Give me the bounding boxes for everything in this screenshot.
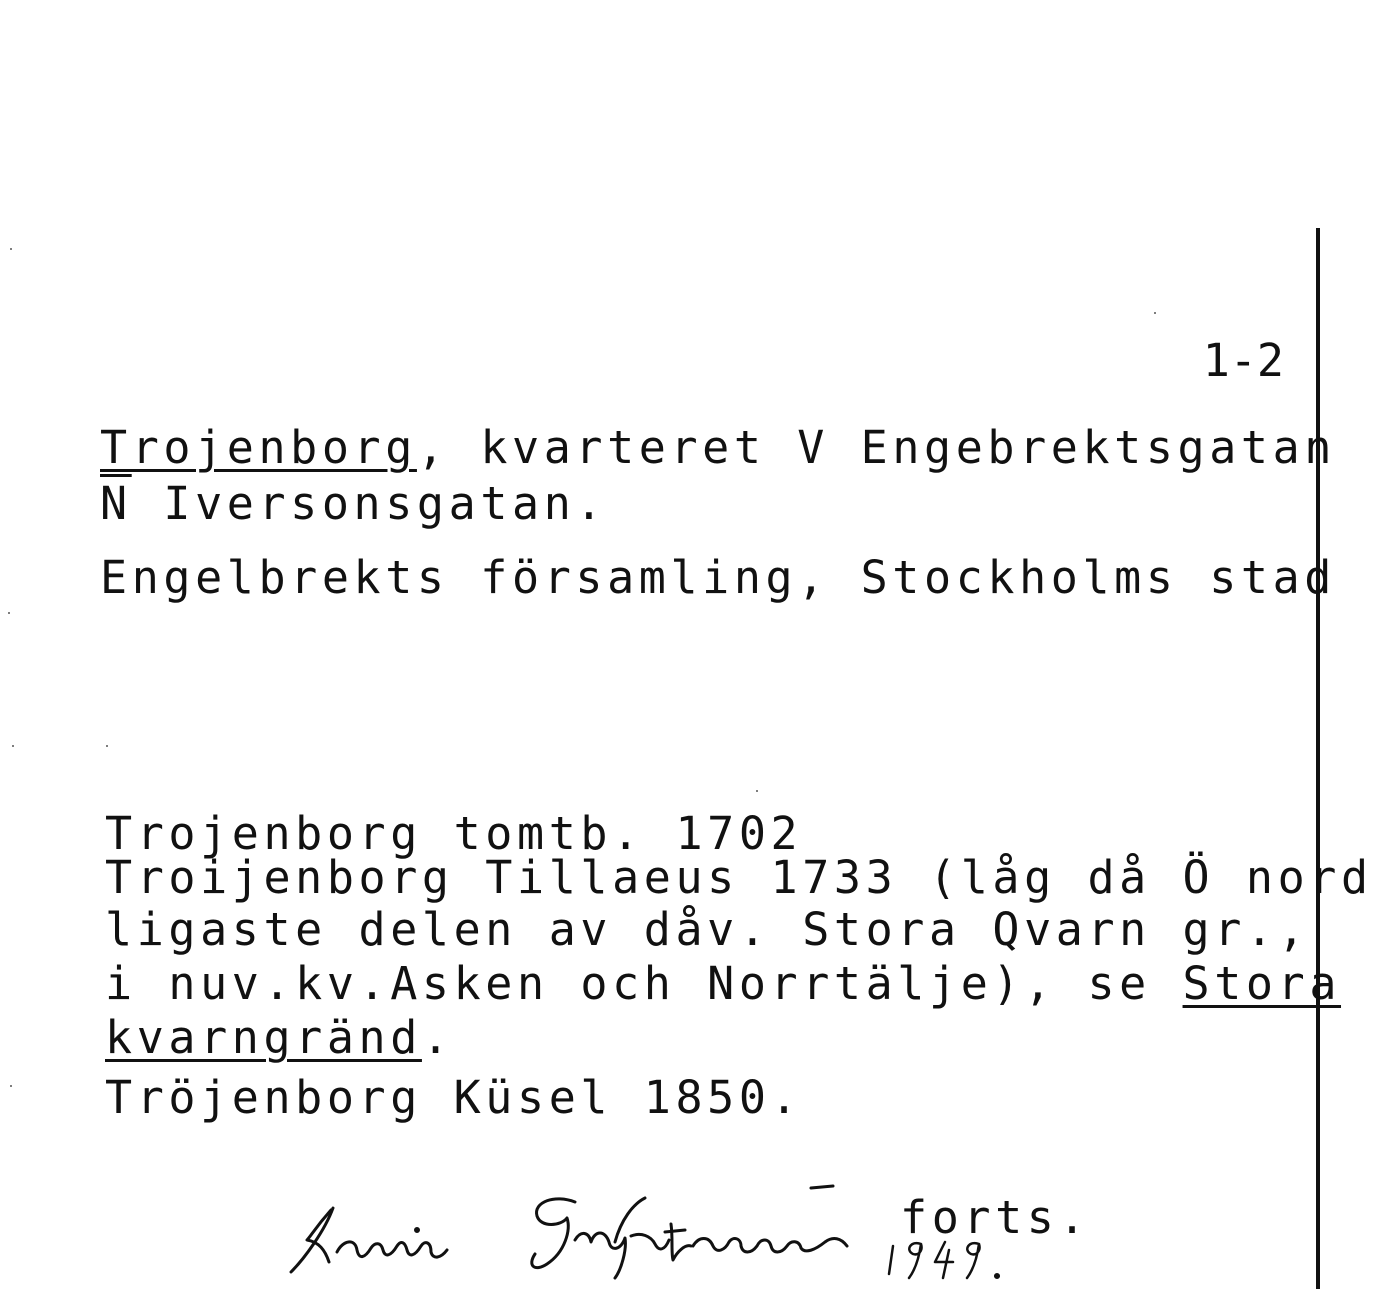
- handwritten-signature: [285, 1180, 855, 1280]
- heading-line2-prefix: $\overline{N}$: [100, 477, 132, 530]
- continued-marker: forts.: [900, 1191, 1091, 1244]
- history-line-5: [105, 1012, 454, 1064]
- history-line4-text: i nuv.kv.Asken och Norrtälje), se: [105, 957, 1183, 1010]
- history-line5-tail: .: [421, 1011, 454, 1064]
- cross-reference-link: Stora: [1182, 957, 1342, 1010]
- parish-line: Engelbrekts församling, Stockholms stad: [100, 551, 1336, 604]
- heading-rest: , kvarteret V Engebrektsgatan: [416, 421, 1337, 474]
- scan-speck: [756, 790, 758, 792]
- card-edge-line: [1316, 228, 1320, 1289]
- heading-name: Trojenborg: [100, 421, 417, 474]
- scan-speck: [10, 1085, 12, 1087]
- history-line-4: [105, 958, 1341, 1010]
- heading-line-1: [100, 422, 1336, 474]
- history-line-3: ligaste delen av dåv. Stora Qvarn gr.,: [105, 903, 1310, 956]
- heading-line2-rest: Iversonsgatan.: [131, 477, 608, 530]
- scan-speck: [1154, 312, 1156, 314]
- scan-speck: [106, 745, 108, 747]
- history-line-6: Tröjenborg Küsel 1850.: [105, 1071, 803, 1124]
- scan-speck: [10, 248, 12, 250]
- scan-speck: [8, 612, 10, 614]
- heading-line-2: [100, 478, 607, 530]
- history-line-2: Troijenborg Tillaeus 1733 (låg då Ö nord: [105, 851, 1373, 904]
- cross-reference-link-cont: kvarngränd: [105, 1011, 422, 1064]
- history-line-1: Trojenborg tomtb. 1702: [105, 807, 803, 860]
- card-number: 1-2: [1202, 334, 1284, 387]
- scan-speck: [12, 745, 14, 747]
